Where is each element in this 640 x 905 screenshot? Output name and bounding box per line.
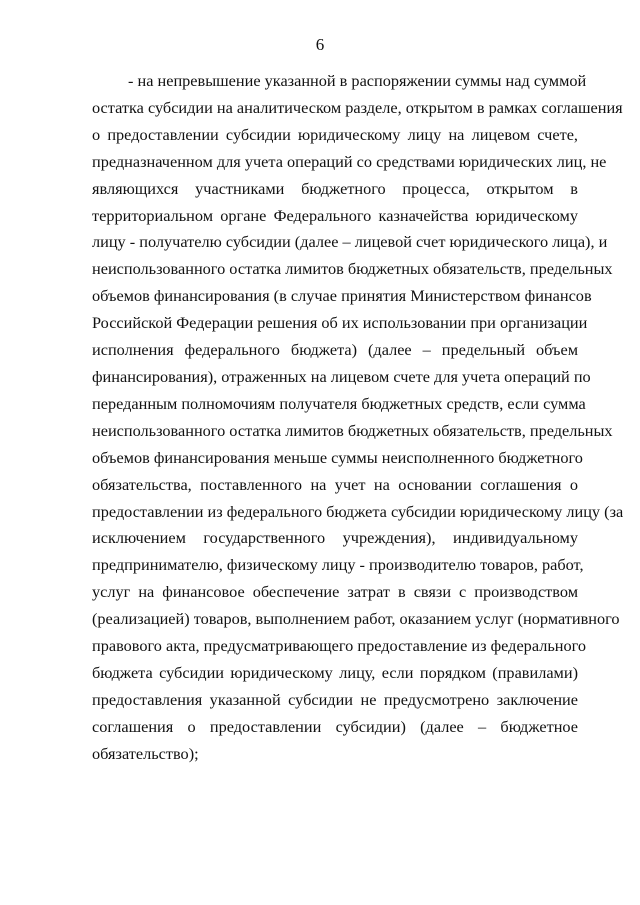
text-line: бюджета субсидии юридическому лицу, если порядком (правилами) <box>92 662 578 682</box>
text-line: исключением государственного учреждения), индивидуальному <box>92 528 578 548</box>
text-line: услуг на финансовое обеспечение затрат в связи с производством <box>92 582 578 602</box>
text-line: соглашения о предоставлении субсидии) (далее – бюджетное <box>92 716 578 736</box>
text-line: объемов финансирования (в случае принятия Министерством финансов <box>92 286 592 306</box>
text-line: обязательство); <box>92 743 199 763</box>
text-line: являющихся участниками бюджетного процесса, открытом в <box>92 178 578 198</box>
text-line: предоставления указанной субсидии не предусмотрено заключение <box>92 689 578 709</box>
text-line: предназначенном для учета операций со средствами юридических лиц, не <box>92 151 607 171</box>
text-line: о предоставлении субсидии юридическому лицу на лицевом счете, <box>92 124 578 144</box>
text-line: (реализацией) товаров, выполнением работ, оказанием услуг (нормативного <box>92 609 620 629</box>
text-line: исполнения федерального бюджета) (далее – предельный объем <box>92 340 578 360</box>
text-line: неиспользованного остатка лимитов бюджетных обязательств, предельных <box>92 259 613 279</box>
text-line: Российской Федерации решения об их использовании при организации <box>92 313 588 333</box>
text-line: предоставлении из федерального бюджета субсидии юридическому лицу (за <box>92 501 624 521</box>
text-line: - на непревышение указанной в распоряжении суммы над суммой <box>128 71 587 90</box>
text-line: переданным полномочиям получателя бюджетных средств, если сумма <box>92 393 586 413</box>
text-line: финансирования), отраженных на лицевом счете для учета операций по <box>92 366 591 386</box>
text-line: лицу - получателю субсидии (далее – лицевой счет юридического лица), и <box>92 232 608 252</box>
text-line: предпринимателю, физическому лицу - производителю товаров, работ, <box>92 555 584 575</box>
page-number: 6 <box>315 35 325 54</box>
text-line: неиспользованного остатка лимитов бюджетных обязательств, предельных <box>92 420 613 440</box>
text-line: территориальном органе Федерального казначейства юридическому <box>92 205 578 225</box>
text-line: правового акта, предусматривающего предоставление из федерального <box>92 636 587 656</box>
text-line: объемов финансирования меньше суммы неисполненного бюджетного <box>92 447 583 467</box>
paragraph <box>92 68 624 768</box>
text-line: обязательства, поставленного на учет на основании соглашения о <box>92 474 578 494</box>
text-line: остатка субсидии на аналитическом разделе, открытом в рамках соглашения <box>92 97 623 117</box>
